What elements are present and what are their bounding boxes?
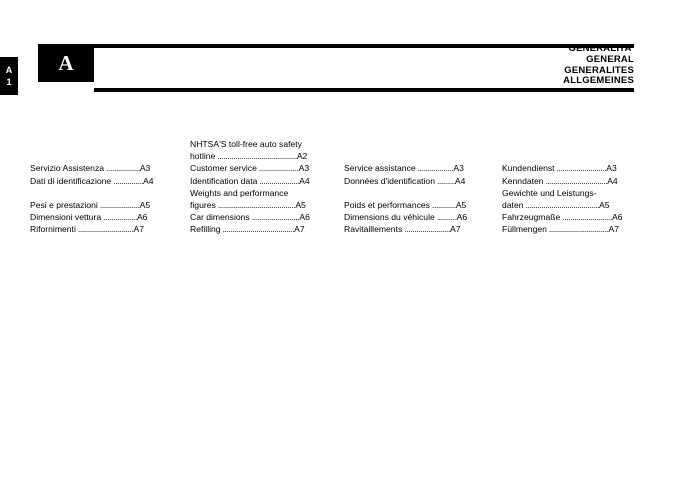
toc-entry-page: A4: [143, 175, 154, 186]
toc-entry-leader: .................: [101, 212, 137, 223]
toc-top-offset: [30, 150, 190, 162]
toc-entry[interactable]: [190, 150, 344, 162]
toc-column-english: [190, 138, 344, 236]
toc-entry-page: A7: [608, 224, 620, 235]
toc-top-offset: [502, 138, 644, 150]
toc-entry-page: A3: [606, 163, 617, 174]
toc-entry-label: hotline: [190, 151, 216, 162]
toc-entry[interactable]: [190, 199, 344, 211]
toc-entry[interactable]: [30, 162, 190, 174]
toc-entry-label: Identification data: [190, 175, 258, 186]
toc-entry-leader: ............: [429, 199, 456, 210]
toc-entry[interactable]: [502, 199, 644, 211]
toc-entry-page: A5: [139, 199, 151, 210]
toc-entry-label: Gewichte und Leistungs-: [502, 187, 597, 198]
toc-entry[interactable]: [190, 175, 344, 187]
toc-entry-leader: ....................: [256, 163, 299, 174]
toc-entry[interactable]: [190, 138, 344, 150]
toc-entry-label: Kundendienst: [502, 163, 555, 174]
toc-entry-leader: ....................................: [220, 224, 295, 235]
toc-entry-leader: ..............................: [546, 224, 609, 235]
header-title-de: ALLGEMEINES: [563, 75, 634, 87]
toc-entry-page: A6: [456, 212, 468, 223]
toc-column-french: [344, 138, 502, 236]
header-title-fr: GENERALITES: [564, 64, 634, 76]
toc-entry-label: Dimensions du véhicule: [344, 212, 435, 223]
toc-top-offset: [30, 138, 190, 150]
toc-entry-leader: .........................: [560, 212, 612, 223]
toc-entry-page: A3: [139, 163, 151, 174]
toc-entry-label: figures: [190, 200, 216, 211]
toc-entry-leader: ............................: [75, 224, 134, 235]
toc-entry[interactable]: [502, 211, 644, 223]
toc-entry[interactable]: [502, 223, 644, 235]
toc-entry-page: A6: [611, 212, 623, 223]
header-title-it: GENERALITA': [568, 43, 634, 54]
toc-column-italian: [30, 138, 190, 236]
toc-column-german: [502, 138, 644, 236]
toc-entry-leader: .................: [104, 163, 140, 174]
toc-entry[interactable]: [344, 175, 502, 187]
table-of-contents: [30, 138, 644, 236]
toc-entry-label: Dati di identificazione: [30, 175, 112, 186]
toc-entry-page: A5: [295, 200, 306, 211]
toc-entry-leader: ...............................: [543, 175, 608, 186]
toc-entry-leader: .....................................: [523, 199, 600, 210]
header-rule-bottom: [94, 88, 634, 92]
toc-entry[interactable]: [502, 162, 644, 174]
toc-entry-label: Dimensioni vettura: [30, 212, 102, 223]
edge-tab-number: 1: [6, 77, 12, 87]
toc-entry[interactable]: [190, 162, 344, 174]
toc-entry-label: Weights and performance: [190, 187, 289, 198]
section-letter-box: [38, 44, 94, 82]
toc-entry-label: NHTSA'S toll-free auto safety: [190, 139, 302, 149]
toc-entry-page: A3: [298, 163, 310, 174]
section-letter: A: [58, 50, 74, 75]
toc-entry-leader: ..........: [434, 212, 457, 223]
page-edge-tab: [0, 57, 18, 95]
toc-spacer: [344, 187, 502, 199]
toc-entry-label: Poids et performances: [344, 199, 430, 210]
toc-entry-page: A7: [449, 224, 461, 235]
toc-entry-page: A4: [299, 175, 310, 186]
toc-entry-page: A2: [296, 151, 308, 162]
toc-top-offset: [344, 138, 502, 150]
toc-entry-page: A4: [454, 175, 466, 186]
toc-entry[interactable]: [344, 223, 502, 235]
toc-entry-label: Pesi e prestazioni: [30, 199, 98, 210]
toc-entry-page: A6: [136, 212, 148, 223]
toc-entry-leader: ........................................: [215, 151, 297, 162]
toc-top-offset: [502, 150, 644, 162]
toc-top-offset: [344, 150, 502, 162]
toc-entry[interactable]: [344, 199, 502, 211]
toc-entry-page: A7: [294, 224, 305, 235]
toc-entry-label: Refilling: [190, 224, 221, 235]
toc-entry-label: Rifornimenti: [30, 224, 76, 235]
toc-entry-page: A7: [133, 224, 145, 235]
header-rule-top: [94, 44, 634, 48]
toc-entry-leader: .......................................: [215, 200, 296, 211]
toc-entry-label: Car dimensions: [190, 212, 250, 223]
toc-entry-page: A5: [455, 199, 467, 210]
toc-entry-label: Servizio Assistenza: [30, 163, 105, 174]
toc-entry-leader: ....................: [257, 175, 300, 186]
toc-entry-label: Fahrzeugmaße: [502, 212, 561, 223]
header-title-en: GENERAL: [586, 53, 634, 65]
toc-entry[interactable]: [502, 187, 644, 199]
toc-entry-page: A4: [607, 175, 618, 186]
toc-entry[interactable]: [190, 187, 344, 199]
toc-entry[interactable]: [30, 211, 190, 223]
toc-entry-label: Données d'identification: [344, 175, 435, 186]
toc-entry[interactable]: [190, 223, 344, 235]
toc-entry[interactable]: [344, 211, 502, 223]
toc-entry-leader: .........................: [554, 163, 607, 174]
toc-entry[interactable]: [30, 175, 190, 187]
toc-entry-label: Kenndaten: [502, 175, 544, 186]
toc-entry[interactable]: [30, 199, 190, 211]
toc-entry-leader: ...............: [111, 175, 144, 186]
toc-entry-label: Ravitaillements: [344, 224, 403, 235]
toc-entry-leader: .......................: [402, 224, 450, 235]
toc-entry-page: A6: [299, 212, 310, 223]
toc-entry-label: Service assistance: [344, 163, 416, 174]
toc-entry-label: Füllmengen: [502, 224, 547, 235]
toc-entry-label: Customer service: [190, 163, 257, 174]
toc-entry[interactable]: [190, 211, 344, 223]
toc-entry-label: daten: [502, 199, 524, 210]
toc-entry-leader: ....................: [97, 199, 140, 210]
toc-entry[interactable]: [502, 175, 644, 187]
toc-entry[interactable]: [30, 223, 190, 235]
toc-entry-leader: .........: [434, 175, 455, 186]
toc-entry-leader: ..................: [415, 163, 454, 174]
toc-spacer: [30, 187, 190, 199]
toc-entry-page: A3: [453, 163, 464, 174]
header-titles: [563, 44, 634, 87]
toc-entry[interactable]: [344, 162, 502, 174]
edge-tab-letter: A: [5, 65, 13, 75]
toc-entry-leader: ........................: [249, 212, 300, 223]
toc-entry-page: A5: [599, 199, 610, 210]
